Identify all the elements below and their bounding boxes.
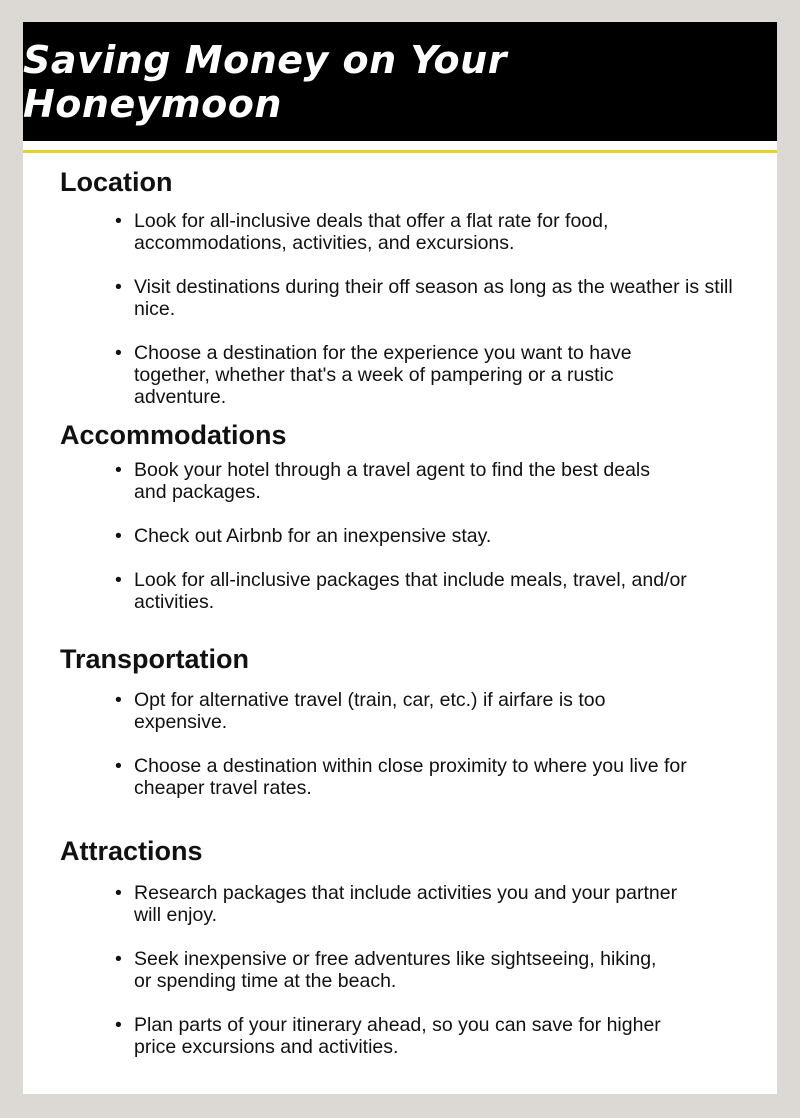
section-heading: Transportation bbox=[60, 644, 250, 674]
list-item bbox=[60, 525, 757, 547]
list-item-text: Look for all-inclusive deals that offer a flat rate for food, accommodations, activities, and excursions. bbox=[134, 210, 609, 254]
title-banner bbox=[23, 22, 777, 143]
bullet-icon: • bbox=[115, 276, 122, 298]
section-transportation bbox=[60, 643, 757, 799]
list-item-text: Visit destinations during their off season as long as the weather is still nice. bbox=[134, 276, 733, 320]
list-item bbox=[60, 210, 674, 254]
page-title: Saving Money on Your Honeymoon bbox=[23, 37, 507, 126]
bullet-icon: • bbox=[115, 342, 122, 364]
list-item-text: Choose a destination for the experience you want to have together, whether that's a week of pampering or a rustic adventure. bbox=[134, 342, 632, 408]
section-heading: Accommodations bbox=[60, 420, 287, 450]
bullet-icon: • bbox=[115, 948, 122, 970]
list-item bbox=[60, 459, 664, 503]
list-item-text: Book your hotel through a travel agent to find the best deals and packages. bbox=[134, 459, 651, 503]
accent-divider bbox=[23, 150, 777, 153]
list-item bbox=[60, 342, 699, 408]
section-heading: Location bbox=[60, 167, 173, 197]
bullet-icon: • bbox=[115, 569, 122, 591]
section-heading: Attractions bbox=[60, 836, 203, 866]
bullet-icon: • bbox=[115, 689, 122, 711]
list-item bbox=[60, 276, 757, 320]
bullet-icon: • bbox=[115, 882, 122, 904]
list-item bbox=[60, 569, 694, 613]
list-item-text: Opt for alternative travel (train, car, etc.) if airfare is too expensive. bbox=[134, 689, 606, 733]
list-item-text: Check out Airbnb for an inexpensive stay. bbox=[134, 525, 492, 547]
bullet-list bbox=[60, 210, 757, 408]
list-item-text: Research packages that include activities you and your partner will enjoy. bbox=[134, 882, 678, 926]
list-item bbox=[60, 948, 664, 992]
bullet-icon: • bbox=[115, 459, 122, 481]
list-item-text: Seek inexpensive or free adventures like sightseeing, hiking, or spending time at the beach. bbox=[134, 948, 657, 992]
section-location bbox=[60, 166, 757, 408]
bullet-icon: • bbox=[115, 755, 122, 777]
bullet-icon: • bbox=[115, 210, 122, 232]
list-item bbox=[60, 689, 674, 733]
list-item bbox=[60, 1014, 674, 1058]
section-accommodations bbox=[60, 419, 757, 613]
list-item-text: Look for all-inclusive packages that include meals, travel, and/or activities. bbox=[134, 569, 687, 613]
bullet-icon: • bbox=[115, 1014, 122, 1036]
document-card bbox=[23, 22, 777, 1094]
bullet-list bbox=[60, 882, 757, 1058]
list-item-text: Choose a destination within close proximity to where you live for cheaper travel rates. bbox=[134, 755, 687, 799]
bullet-list bbox=[60, 689, 757, 799]
list-item bbox=[60, 755, 694, 799]
list-item bbox=[60, 882, 679, 926]
bullet-icon: • bbox=[115, 525, 122, 547]
section-attractions bbox=[60, 835, 757, 1058]
list-item-text: Plan parts of your itinerary ahead, so you can save for higher price excursions and activities. bbox=[134, 1014, 661, 1058]
bullet-list bbox=[60, 459, 757, 613]
